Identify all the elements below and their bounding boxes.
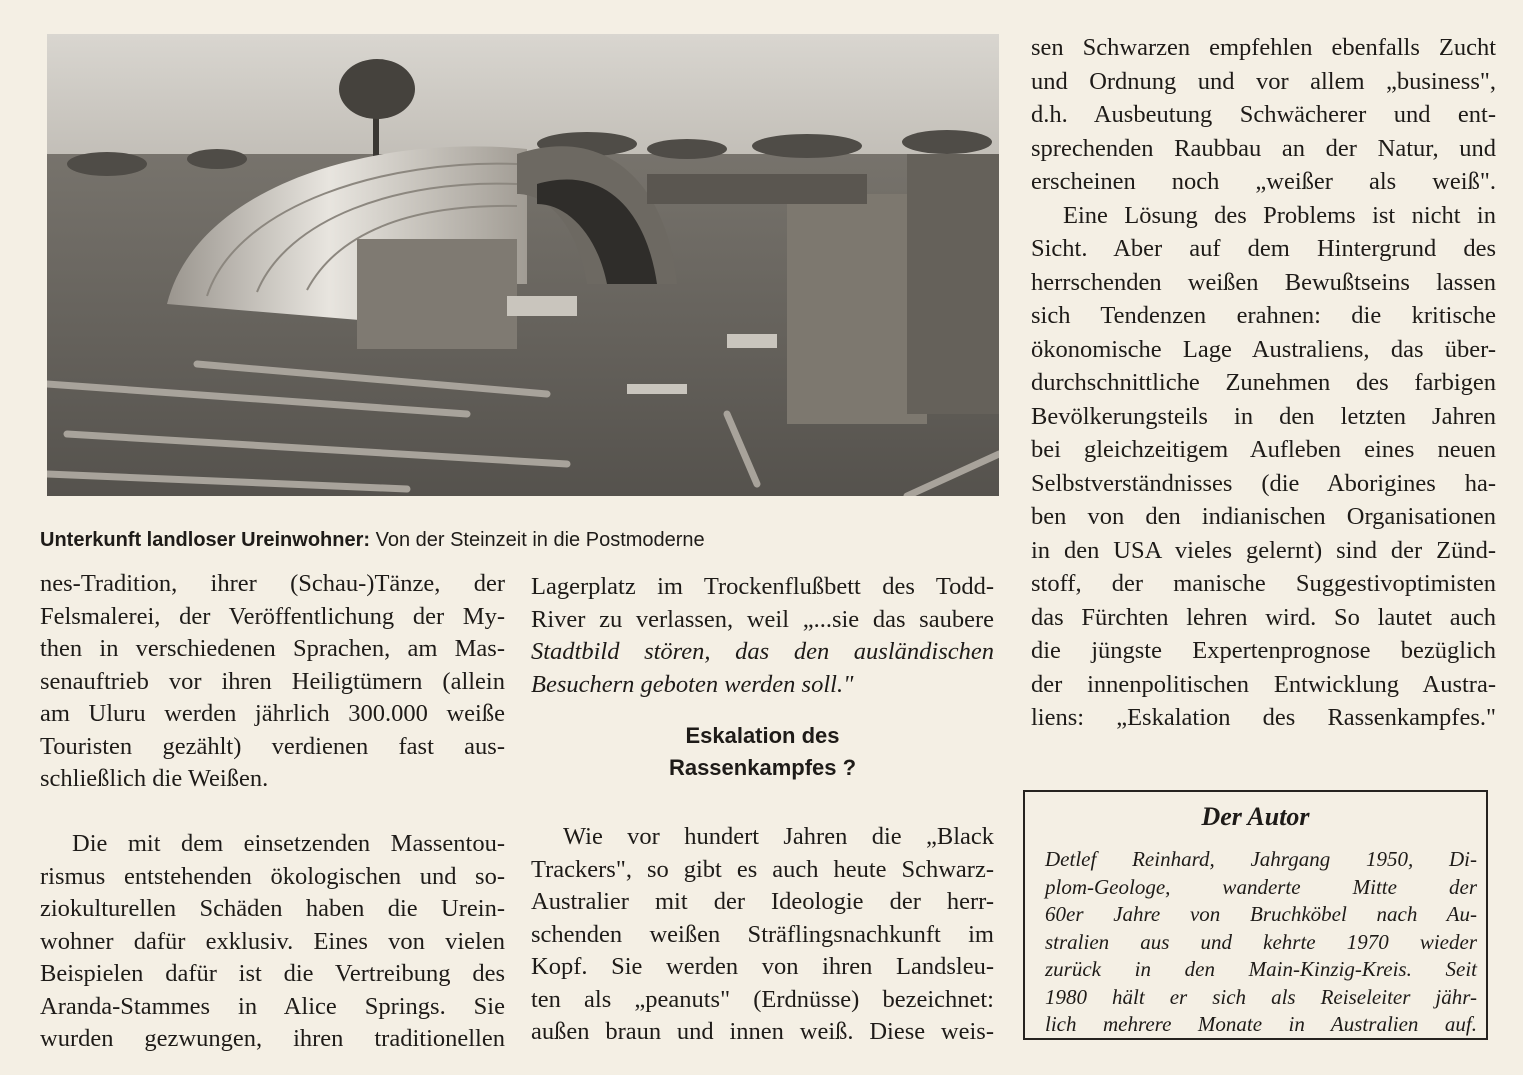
column-2-top	[531, 571, 994, 701]
text-line: erscheinen noch „weißer als weiß".	[1031, 168, 1496, 195]
text-line: ten als „peanuts" (Erdnüsse) bezeichnet:	[531, 985, 994, 1013]
text-line: Selbstverständnisses (die Aborigines ha-	[1031, 469, 1496, 497]
author-bio-line: Detlef Reinhard, Jahrgang 1950, Di-	[1045, 847, 1477, 871]
author-bio	[1045, 846, 1477, 1039]
text-line: d.h. Ausbeutung Schwächerer und ent-	[1031, 101, 1496, 128]
text-line: Stadtbild stören, das den ausländischen	[531, 638, 994, 665]
text-line: durchschnittliche Zunehmen des farbigen	[1031, 369, 1496, 396]
text-line: then in verschiedenen Sprachen, am Mas-	[40, 635, 505, 662]
text-line: Die mit dem einsetzenden Massentou-	[72, 830, 505, 857]
author-bio-line: plom-Geologe, wanderte Mitte der	[1045, 874, 1477, 899]
photo-caption	[40, 527, 1000, 553]
text-line: außen braun und innen weiß. Diese weis-	[531, 1018, 994, 1045]
text-line: senauftrieb vor ihren Heiligtümern (allein	[40, 667, 505, 695]
column-3	[1031, 31, 1496, 735]
text-line: schließlich die Weißen.	[40, 765, 269, 792]
text-line: sich Tendenzen erahnen: die kritische	[1031, 302, 1496, 329]
text-line: River zu verlassen, weil „...sie das saubere	[531, 605, 994, 633]
text-line: Eine Lösung des Problems ist nicht in	[1063, 201, 1496, 229]
text-line: und Ordnung und vor allem „business",	[1031, 67, 1496, 95]
caption-text: Von der Steinzeit in die Postmoderne	[370, 529, 705, 551]
heading-line-2: Rassenkampfes ?	[668, 755, 857, 780]
text-line: Aranda-Stammes in Alice Springs. Sie	[40, 992, 505, 1020]
text-line: Australier mit der Ideologie der herr-	[531, 888, 994, 915]
text-line: ökonomische Lage Australiens, das über-	[1031, 335, 1496, 363]
caption-bold: Unterkunft landloser Ureinwohner:	[40, 529, 371, 551]
text-line-blank	[40, 796, 505, 829]
column-1	[40, 568, 505, 1056]
text-line: die jüngste Expertenprognose bezüglich	[1031, 637, 1496, 664]
text-line: Sicht. Aber auf dem Hintergrund des	[1031, 235, 1496, 262]
text-line: liens: „Eskalation des Rassenkampfes."	[1031, 704, 1496, 731]
section-heading	[531, 720, 994, 784]
author-title: Der Autor	[1201, 802, 1310, 831]
text-line: Touristen gezählt) verdienen fast aus-	[40, 732, 505, 760]
text-line: Besuchern geboten werden soll."	[531, 670, 854, 698]
text-line: Trackers", so gibt es auch heute Schwarz-	[531, 855, 994, 883]
text-line: Felsmalerei, der Veröffentlichung der My-	[40, 602, 505, 630]
column-2-bottom	[531, 821, 994, 1049]
text-line: Wie vor hundert Jahren die „Black	[563, 823, 994, 850]
author-bio-line: stralien aus und kehrte 1970 wieder	[1045, 929, 1477, 954]
text-line: Kopf. Sie werden von ihren Landsleu-	[531, 953, 994, 980]
shelter-photo-drawing	[47, 34, 999, 496]
text-line: der innenpolitischen Entwicklung Austra-	[1031, 670, 1496, 698]
text-line: stoff, der manische Suggestivoptimisten	[1031, 570, 1496, 597]
author-bio-line: 60er Jahre von Bruchköbel nach Au-	[1045, 902, 1477, 926]
text-line: Beispielen dafür ist die Vertreibung des	[40, 960, 505, 987]
text-line: rismus entstehenden ökologischen und so-	[40, 862, 505, 890]
text-line: herrschenden weißen Bewußtseins lassen	[1031, 268, 1496, 296]
author-bio-line: 1980 hält er sich als Reiseleiter jähr-	[1045, 984, 1477, 1009]
text-line: ziokulturellen Schäden haben die Urein-	[40, 895, 505, 922]
text-line: sprechenden Raubbau an der Natur, und	[1031, 134, 1496, 162]
text-line: nes-Tradition, ihrer (Schau-)Tänze, der	[40, 570, 505, 597]
text-line: das Fürchten lehren wird. So lautet auch	[1031, 603, 1496, 631]
heading-line-1: Eskalation des	[685, 723, 840, 748]
text-line: bei gleichzeitigem Aufleben eines neuen	[1031, 436, 1496, 463]
text-line: sen Schwarzen empfehlen ebenfalls Zucht	[1031, 34, 1496, 61]
text-line: in den USA vieles gelernt) sind der Zünd-	[1031, 536, 1496, 564]
shelter-photo	[47, 34, 999, 496]
author-box	[1023, 790, 1488, 1040]
author-bio-line: lich mehrere Monate in Australien auf.	[1045, 1012, 1477, 1036]
text-line: wohner dafür exklusiv. Eines von vielen	[40, 927, 505, 955]
text-line: Lagerplatz im Trockenflußbett des Todd-	[531, 573, 994, 600]
author-bio-line: zurück in den Main-Kinzig-Kreis. Seit	[1045, 957, 1477, 981]
text-line: wurden gezwungen, ihren traditionellen	[40, 1025, 505, 1052]
text-line: am Uluru werden jährlich 300.000 weiße	[40, 700, 505, 727]
text-line: Bevölkerungsteils in den letzten Jahren	[1031, 402, 1496, 430]
text-line: schenden weißen Sträflingsnachkunft im	[531, 920, 994, 948]
text-line: ben von den indianischen Organisationen	[1031, 503, 1496, 530]
